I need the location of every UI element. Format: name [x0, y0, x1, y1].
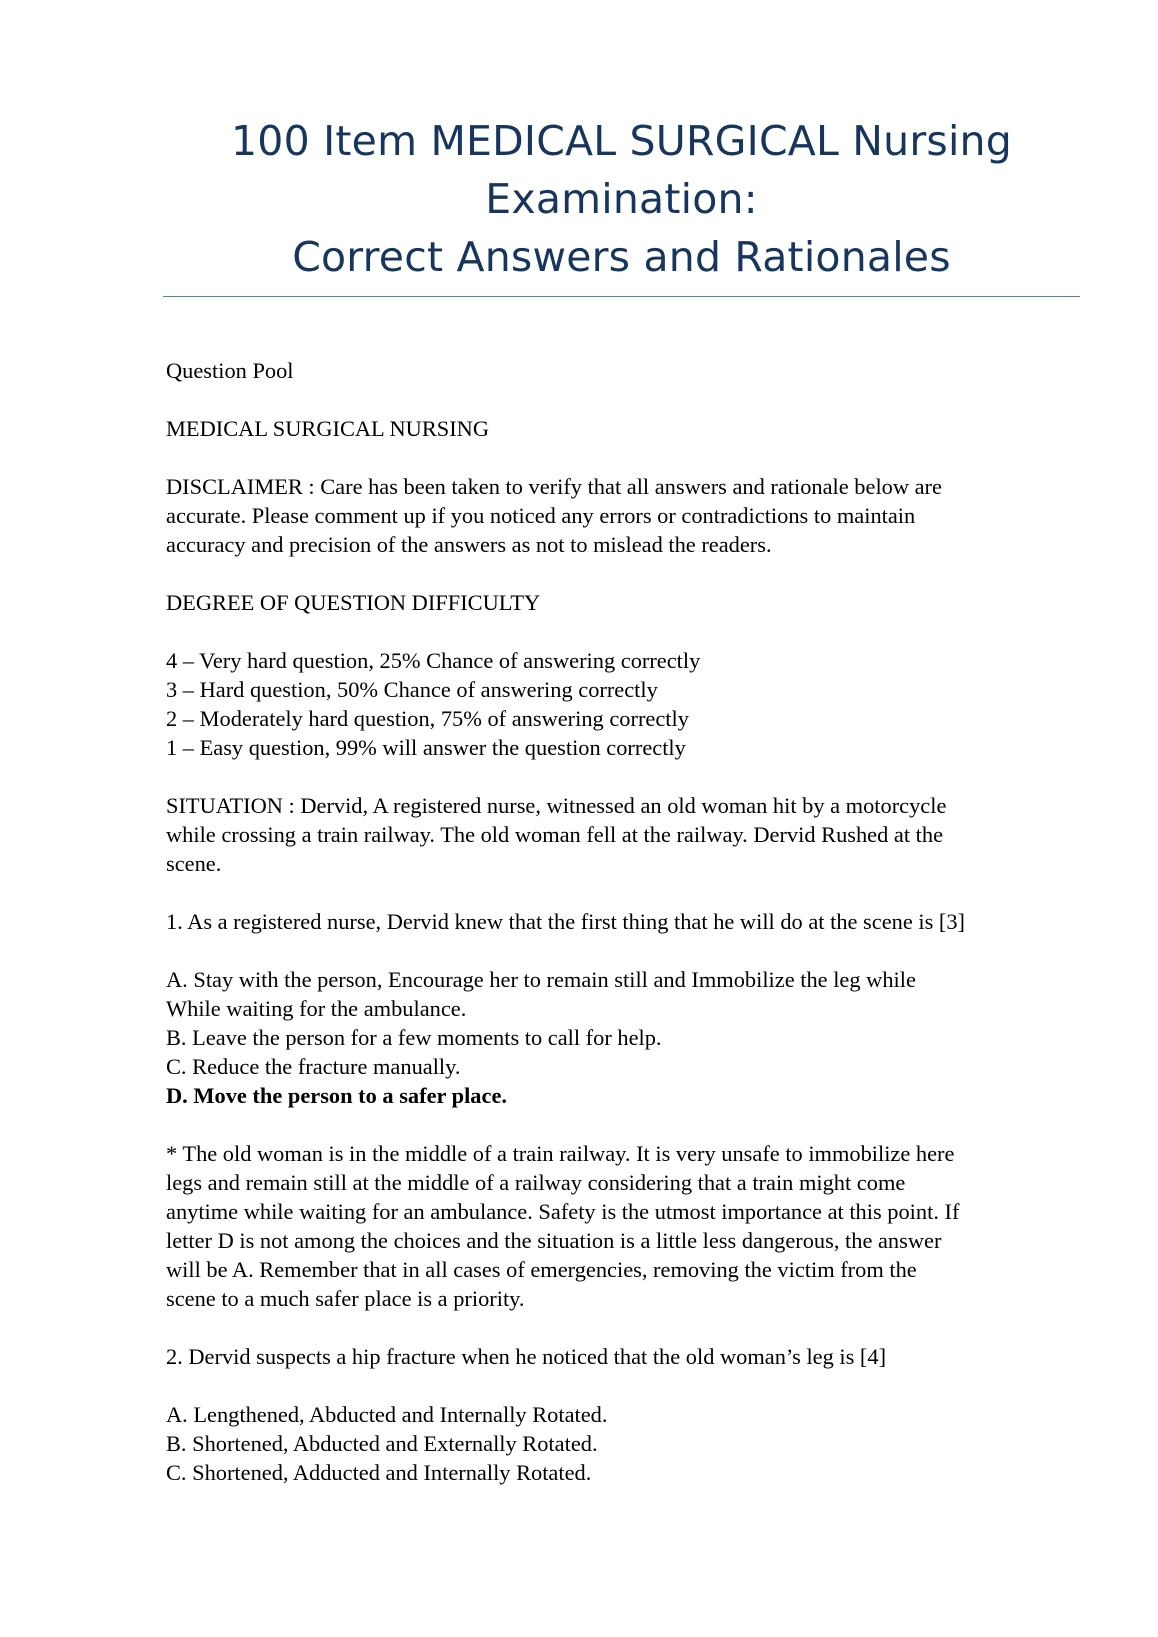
- difficulty-levels: [166, 646, 1086, 762]
- situation-line: SITUATION : Dervid, A registered nurse, witnessed an old woman hit by a motorcycle: [166, 793, 947, 818]
- choice: B. Shortened, Abducted and Externally Rotated.: [166, 1431, 598, 1456]
- disclaimer-line: accuracy and precision of the answers as not to mislead the readers.: [166, 532, 772, 557]
- question-1-choices: [166, 965, 1086, 1110]
- question-pool-label: Question Pool: [166, 358, 294, 383]
- difficulty-level: 4 – Very hard question, 25% Chance of answering correctly: [166, 648, 701, 673]
- rationale-line: * The old woman is in the middle of a train railway. It is very unsafe to immobilize here: [166, 1141, 955, 1166]
- difficulty-heading: DEGREE OF QUESTION DIFFICULTY: [166, 590, 541, 615]
- disclaimer-line: accurate. Please comment up if you noticed any errors or contradictions to maintain: [166, 503, 916, 528]
- document-body: [166, 356, 1086, 1516]
- situation-line: scene.: [166, 851, 222, 876]
- choice: While waiting for the ambulance.: [166, 996, 467, 1021]
- title-line-1: 100 Item MEDICAL SURGICAL Nursing: [231, 117, 1012, 165]
- document-title: [163, 112, 1080, 286]
- situation: [166, 791, 1086, 878]
- subject-heading: MEDICAL SURGICAL NURSING: [166, 416, 490, 441]
- disclaimer: [166, 472, 1086, 559]
- choice: A. Stay with the person, Encourage her to remain still and Immobilize the leg while: [166, 967, 916, 992]
- question-1-stem: 1. As a registered nurse, Dervid knew that the first thing that he will do at the scene is [3]: [166, 909, 966, 934]
- rationale-line: letter D is not among the choices and the situation is a little less dangerous, the answer: [166, 1228, 942, 1253]
- difficulty-level: 1 – Easy question, 99% will answer the question correctly: [166, 735, 686, 760]
- rationale-line: will be A. Remember that in all cases of emergencies, removing the victim from the: [166, 1257, 917, 1282]
- question-2-stem: 2. Dervid suspects a hip fracture when he noticed that the old woman’s leg is [4]: [166, 1344, 887, 1369]
- rationale-line: legs and remain still at the middle of a railway considering that a train might come: [166, 1170, 906, 1195]
- choice: C. Shortened, Adducted and Internally Rotated.: [166, 1460, 592, 1485]
- difficulty-level: 2 – Moderately hard question, 75% of answering correctly: [166, 706, 689, 731]
- rationale-line: anytime while waiting for an ambulance. Safety is the utmost importance at this point. If: [166, 1199, 960, 1224]
- title-line-3: Correct Answers and Rationales: [292, 233, 951, 281]
- title-underline: [163, 296, 1080, 297]
- disclaimer-line: DISCLAIMER : Care has been taken to verify that all answers and rationale below are: [166, 474, 942, 499]
- rationale-line: scene to a much safer place is a priority.: [166, 1286, 525, 1311]
- choice: C. Reduce the fracture manually.: [166, 1054, 461, 1079]
- question-2-choices: [166, 1400, 1086, 1487]
- correct-answer: D. Move the person to a safer place.: [166, 1083, 507, 1108]
- question-1-rationale: [166, 1139, 1086, 1313]
- title-line-2: Examination:: [485, 175, 758, 223]
- choice: B. Leave the person for a few moments to call for help.: [166, 1025, 662, 1050]
- difficulty-level: 3 – Hard question, 50% Chance of answering correctly: [166, 677, 658, 702]
- situation-line: while crossing a train railway. The old woman fell at the railway. Dervid Rushed at the: [166, 822, 944, 847]
- choice: A. Lengthened, Abducted and Internally Rotated.: [166, 1402, 608, 1427]
